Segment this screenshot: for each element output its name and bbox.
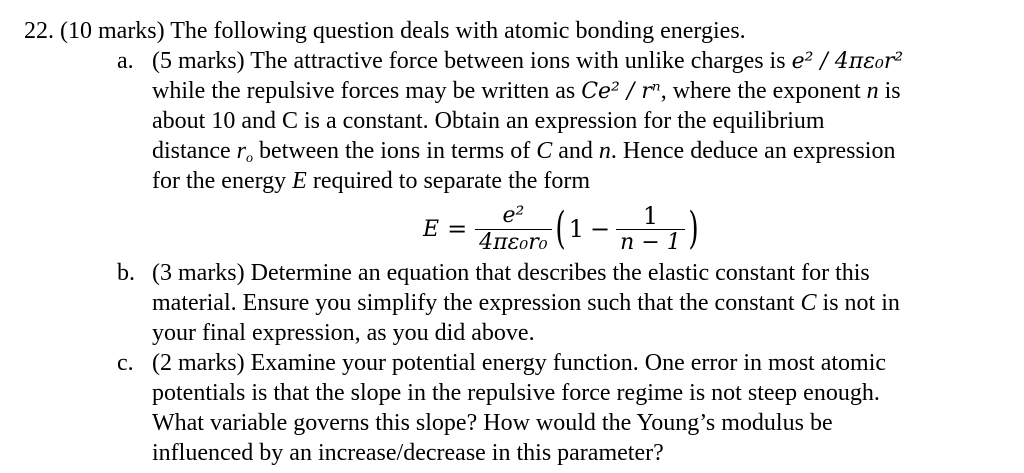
part-b-line-1: (3 marks) Determine an equation that describes the elastic constant for this — [152, 260, 870, 286]
left-parenthesis: ( — [555, 203, 566, 254]
equation-lhs: E — [423, 216, 440, 242]
part-a-line-4 — [152, 136, 895, 166]
constant-variable: C — [536, 138, 553, 164]
energy-variable: E — [292, 168, 307, 194]
part-a-line-2-text-b: , where the exponent — [660, 78, 867, 104]
part-b-line-2-text-a: material. Ensure you simplify the expression such that the constant — [152, 290, 801, 316]
part-a-line-4-text-a: distance — [152, 138, 237, 164]
energy-equation — [423, 198, 702, 260]
part-a-label: a. — [117, 48, 134, 74]
part-b-label: b. — [117, 260, 135, 286]
equation-numerator: e² — [502, 202, 525, 228]
part-a-line-3: about 10 and C is a constant. Obtain an expression for the equilibrium — [152, 108, 825, 134]
part-c-line-1: (2 marks) Examine your potential energy function. One error in most atomic — [152, 350, 887, 376]
part-a-line-2 — [152, 76, 901, 107]
equation-main-fraction — [475, 203, 551, 256]
attractive-force-formula: e² / 4πε₀r² — [791, 49, 904, 74]
part-b-line-2-text-b: is not in — [816, 290, 900, 316]
part-c-line-2: potentials is that the slope in the repulsive force regime is not steep enough. — [152, 380, 880, 406]
part-a-line-4-text-d: . Hence deduce an expression — [610, 138, 896, 164]
inner-numerator: 1 — [642, 201, 659, 230]
inner-denominator: n − 1 — [620, 229, 681, 255]
equation-denominator: 4πε₀r₀ — [479, 229, 548, 255]
constant-c-variable: C — [800, 290, 817, 316]
part-a-line-5-text-a: for the energy — [152, 168, 293, 194]
equation-one: 1 — [568, 215, 585, 243]
part-c-line-3: What variable governs this slope? How would the Young’s modulus be — [152, 410, 833, 436]
equation-inner-fraction — [616, 203, 685, 256]
part-a-line-4-text-b: between the ions in terms of — [252, 138, 537, 164]
part-a-line-2-text-c: is — [878, 78, 901, 104]
part-c-line-4: influenced by an increase/decrease in this parameter? — [152, 440, 664, 466]
part-a-line-5 — [152, 166, 590, 196]
question-header: 22. (10 marks) The following question deals with atomic bonding energies. — [24, 18, 746, 44]
equation-equals: = — [447, 215, 468, 243]
part-a-line-1-text: (5 marks) The attractive force between ions with unlike charges is — [152, 48, 792, 74]
distance-variable: r — [236, 138, 246, 164]
repulsive-force-formula: Ce² / rⁿ — [581, 79, 661, 104]
n-variable: n — [598, 138, 611, 164]
part-b-line-2 — [152, 288, 900, 318]
part-a-line-1 — [152, 46, 903, 77]
part-c-label: c. — [117, 350, 134, 376]
distance-subscript: o — [245, 151, 253, 166]
right-parenthesis: ) — [688, 203, 699, 254]
part-b-line-3: your final expression, as you did above. — [152, 320, 535, 346]
part-a-line-2-text-a: while the repulsive forces may be written as — [152, 78, 582, 104]
equation-minus: − — [590, 215, 611, 243]
part-a-line-5-text-b: required to separate the form — [306, 168, 591, 194]
part-a-line-4-text-c: and — [552, 138, 599, 164]
exponent-variable: n — [866, 78, 879, 104]
